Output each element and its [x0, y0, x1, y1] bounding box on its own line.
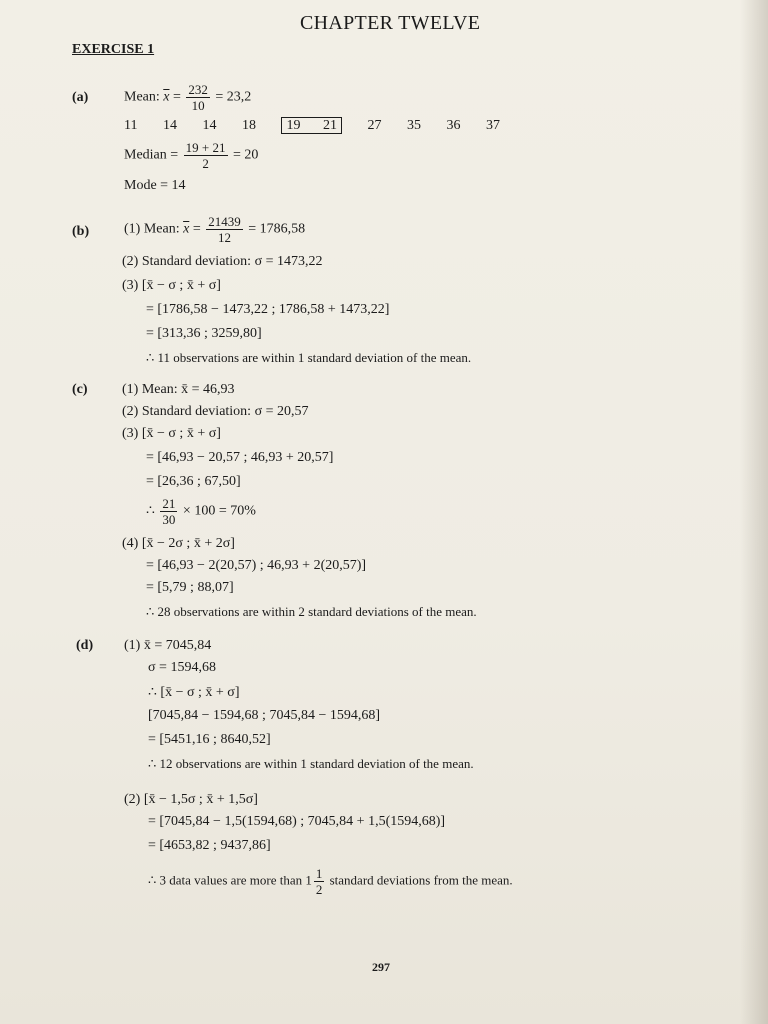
part-c-conclusion: ∴ 28 observations are within 2 standard deviations of the mean.: [146, 604, 477, 619]
therefore-symbol: ∴: [146, 503, 155, 519]
part-a-mean-prefix: Mean:: [124, 89, 160, 105]
data-value: 14: [202, 118, 217, 133]
part-c-mean: (1) Mean: x̄ = 46,93: [122, 382, 235, 397]
page-number: 297: [372, 960, 390, 974]
part-c-interval2-result: = [5,79 ; 88,07]: [146, 580, 234, 595]
part-a-data-list: [124, 118, 500, 134]
part-d-final-fraction: [314, 866, 325, 897]
data-value: 21: [322, 118, 337, 133]
part-a-median-fraction: [184, 140, 228, 171]
fraction-denominator: 2: [315, 882, 323, 897]
part-d-interval-expand: [7045,84 − 1594,68 ; 7045,84 − 1594,68]: [148, 708, 381, 723]
part-d-interval-label: ∴ [x̄ − σ ; x̄ + σ]: [148, 685, 240, 700]
part-a-mode: Mode = 14: [124, 178, 186, 193]
part-c-percentage: [146, 496, 256, 527]
part-b-mean-fraction: [206, 214, 243, 245]
part-b-label: (b): [72, 224, 90, 239]
part-d-sd: σ = 1594,68: [148, 660, 216, 675]
part-a-label: (a): [72, 90, 89, 105]
part-b-sd: (2) Standard deviation: σ = 1473,22: [122, 254, 323, 269]
part-d-final-prefix: ∴ 3 data values are more than 1: [148, 872, 312, 888]
fraction-denominator: 2: [202, 156, 209, 171]
part-d-label: (d): [76, 638, 94, 653]
data-value: 19: [286, 118, 301, 133]
part-b-mean-prefix: (1) Mean:: [124, 221, 180, 237]
chapter-title: CHAPTER TWELVE: [300, 12, 481, 34]
part-b-interval-result: = [313,36 ; 3259,80]: [146, 326, 262, 341]
part-b-mean: (1) Mean: $\overline{x}$ = $\frac{21439}{12}$ = 1786,58: [124, 214, 306, 245]
data-value: 35: [406, 118, 421, 133]
part-c-interval2-label: (4) [x̄ − 2σ ; x̄ + 2σ]: [122, 536, 235, 551]
part-c-interval-expand: = [46,93 − 20,57 ; 46,93 + 20,57]: [146, 450, 334, 465]
fraction-denominator: 10: [191, 98, 205, 113]
part-a-median-result: = 20: [233, 147, 259, 163]
part-b-mean-result: = 1786,58: [248, 221, 306, 237]
part-b-interval-label: (3) [x̄ − σ ; x̄ + σ]: [122, 278, 221, 293]
fraction-denominator: 12: [217, 230, 231, 245]
part-b-conclusion: ∴ 11 observations are within 1 standard deviation of the mean.: [146, 350, 472, 365]
fraction-numerator: 21439: [208, 214, 241, 229]
data-value: 37: [485, 118, 500, 133]
part-c-label: (c): [72, 382, 88, 397]
part-a-median: [124, 140, 258, 171]
data-value: 27: [367, 118, 382, 133]
part-b-interval-expand: = [1786,58 − 1473,22 ; 1786,58 + 1473,22]: [146, 302, 390, 317]
part-d-interval2-label: (2) [x̄ − 1,5σ ; x̄ + 1,5σ]: [124, 792, 258, 807]
part-c-pct-result: × 100 = 70%: [182, 503, 256, 519]
part-c-sd: (2) Standard deviation: σ = 20,57: [122, 404, 309, 419]
part-a-mean-fraction: [186, 82, 210, 113]
part-d-interval2-expand: = [7045,84 − 1,5(1594,68) ; 7045,84 + 1,5(1594,68)]: [148, 814, 446, 829]
part-d-interval2-result: = [4653,82 ; 9437,86]: [148, 838, 271, 853]
part-d-mean: (1) x̄ = 7045,84: [124, 638, 212, 653]
part-c-interval-label: (3) [x̄ − σ ; x̄ + σ]: [122, 426, 221, 441]
data-value: 18: [241, 118, 256, 133]
fraction-numerator: 19 + 21: [185, 140, 226, 155]
part-c-pct-fraction: [160, 496, 177, 527]
part-a-mean-result: = 23,2: [215, 89, 252, 105]
fraction-numerator: 1: [315, 866, 323, 881]
data-value: 11: [124, 118, 138, 133]
page-edge-shadow: [740, 0, 768, 1024]
fraction-numerator: 232: [188, 82, 208, 97]
part-a-mean: Mean: $\overline{x}$ = $\frac{232}{10}$ = 23,2: [124, 82, 252, 113]
data-value: 36: [446, 118, 461, 133]
data-value: 14: [162, 118, 177, 133]
exercise-title: EXERCISE 1: [72, 42, 155, 57]
xbar-symbol: $\overline{x}$: [163, 89, 170, 105]
part-d-final-conclusion: [148, 866, 513, 897]
part-c-interval2-expand: = [46,93 − 2(20,57) ; 46,93 + 2(20,57)]: [146, 558, 367, 573]
fraction-denominator: 30: [162, 512, 176, 527]
part-d-final-suffix: standard deviations from the mean.: [329, 872, 513, 888]
part-a-median-prefix: Median =: [124, 147, 179, 163]
part-c-interval-result: = [26,36 ; 67,50]: [146, 474, 241, 489]
part-d-interval-result: = [5451,16 ; 8640,52]: [148, 732, 271, 747]
fraction-numerator: 21: [162, 496, 176, 511]
part-d-conclusion: ∴ 12 observations are within 1 standard deviation of the mean.: [148, 756, 474, 771]
median-box: [281, 117, 342, 134]
xbar-symbol: $\overline{x}$: [183, 221, 190, 237]
